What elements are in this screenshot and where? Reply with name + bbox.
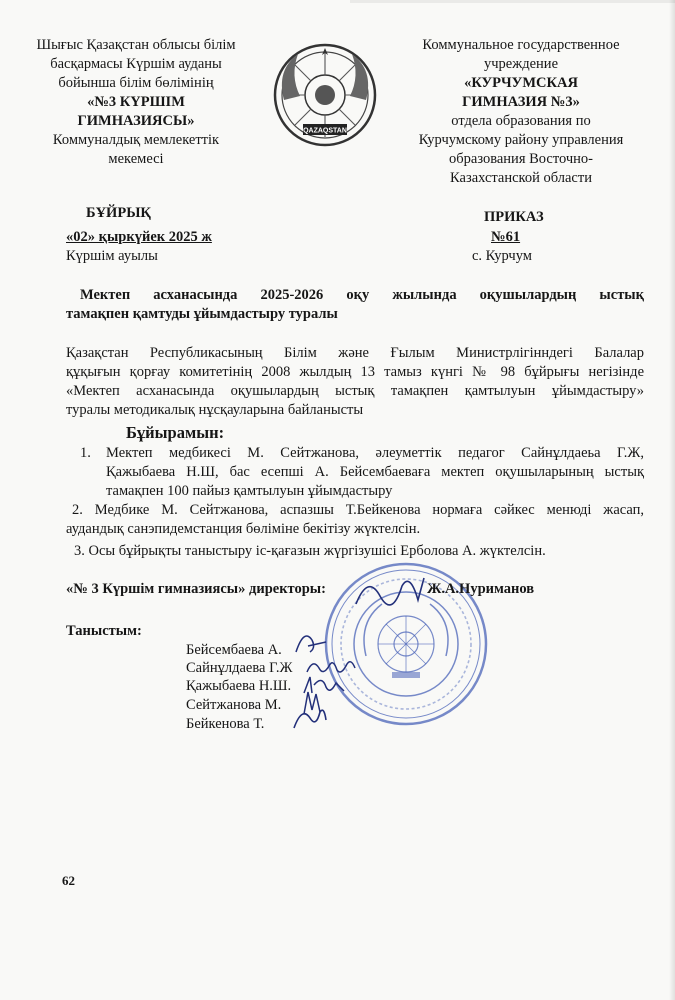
scan-shadow [350,0,675,3]
item-3-line1: Осы бұйрықты таныстыру іс-қағазын жүргізушісі Ерболова А. жүктелсін. [88,543,546,559]
director-name: Ж.А.Нуриманов [427,581,535,597]
preamble-line1: Қазақстан Республикасының Білім және Ғылым Министрлігінндегі Балалар [66,345,644,361]
header-left [22,36,250,169]
header-left-type1: Коммуналдық мемлекеттік [52,132,220,148]
header-right-line1: Коммунальное государственное [422,37,620,53]
acquainted-name-4: Сейтжанова М. [186,697,282,713]
scan-edge [669,0,675,1000]
item-1-number: 1. [80,445,91,461]
preamble-line3: «Мектеп асханасында оқушылардың ыстық тамақпен қамтылуын ұйымдастыру» [66,383,644,399]
header-right-line5: образования Восточно- [449,151,593,167]
state-emblem-icon [270,40,380,150]
order-place-kz: Күршім ауылы [66,248,158,264]
signature-icon [290,624,330,658]
header-left-type2: мекемесі [108,151,164,167]
item-2-number: 2. [72,502,83,518]
header-right-org2: ГИМНАЗИЯ №3» [462,94,580,110]
subject-line1: Мектеп асханасында 2025-2026 оқу жылында оқушылардың ыстық [80,287,644,303]
acquainted-label: Таныстым: [66,623,142,639]
acquainted-name-1: Бейсембаева А. [186,642,282,658]
preamble-line2: құқығын қорғау комитетінің 2008 жылдың 13 тамыз күнгі № 98 бұйрығы негізінде [66,364,644,380]
order-subject [66,286,644,324]
order-place-ru: с. Курчум [472,248,532,264]
header-left-line1: Шығыс Қазақстан облысы білім [36,37,236,53]
list-item [74,542,644,561]
order-title-ru: ПРИКАЗ [484,209,544,225]
header-left-org2: ГИМНАЗИЯСЫ» [77,113,195,129]
header-left-line2: басқармасы Күршім ауданы [50,56,222,72]
subject-line2: тамақпен қамтуды ұйымдастыру туралы [66,306,338,322]
header-left-org1: «№3 КҮРШІМ [87,94,185,110]
acquainted-name-3: Қажыбаева Н.Ш. [186,678,292,694]
item-1-line1: Мектеп медбикесі М. Сейтжанова, әлеуметтік педагог Сайнұлдаеьа Г.Ж, [106,445,644,461]
item-2-line1: Медбике М. Сейтжанова, аспазшы Т.Бейкенова нормаға сәйкес менюді жасап, [94,502,645,518]
item-3-number: 3. [74,543,85,559]
item-1-line3: тамақпен 100 пайыз қамтылуын ұйымдастыру [106,483,393,499]
header-right [388,36,654,188]
header-right-line6: Казахстанской области [450,170,592,186]
preamble-line4: туралы методикалық нұсқауларына байланысты [66,402,364,418]
order-number: №61 [491,229,521,245]
page-number: 62 [62,873,75,888]
header-right-line2: учреждение [483,56,558,72]
preamble [66,344,644,420]
header-right-org1: «КУРЧУМСКАЯ [464,75,578,91]
header-left-line3: бойынша білім бөлімінің [58,75,214,91]
acquainted-name-2: Сайнұлдаева Г.Ж [186,660,293,676]
list-item [66,501,644,539]
header-right-line4: Курчумскому району управления [418,132,624,148]
emblem-caption: QAZAQSTAN [303,127,347,135]
signature-icon [290,704,330,734]
item-1-line2: Қажыбаева Н.Ш, бас есепші А. Бейсембаеваға мектеп оқушыларының ыстық [106,464,644,480]
list-item [106,444,644,501]
acquainted-name-5: Бейкенова Т. [186,716,265,732]
item-2-line2: аудандық санэпидемстанция бөліміне бекітізу жүктелсін. [66,521,421,537]
order-date: «02» қыркүйек 2025 ж [66,229,212,245]
order-title-kz: БҰЙРЫҚ [86,205,151,221]
director-label: «№ 3 Күршім гимназиясы» директоры: [66,581,326,597]
command-word: Бұйырамын: [126,423,225,442]
header-right-line3: отдела образования по [451,113,591,129]
director-signature-icon [350,566,430,616]
